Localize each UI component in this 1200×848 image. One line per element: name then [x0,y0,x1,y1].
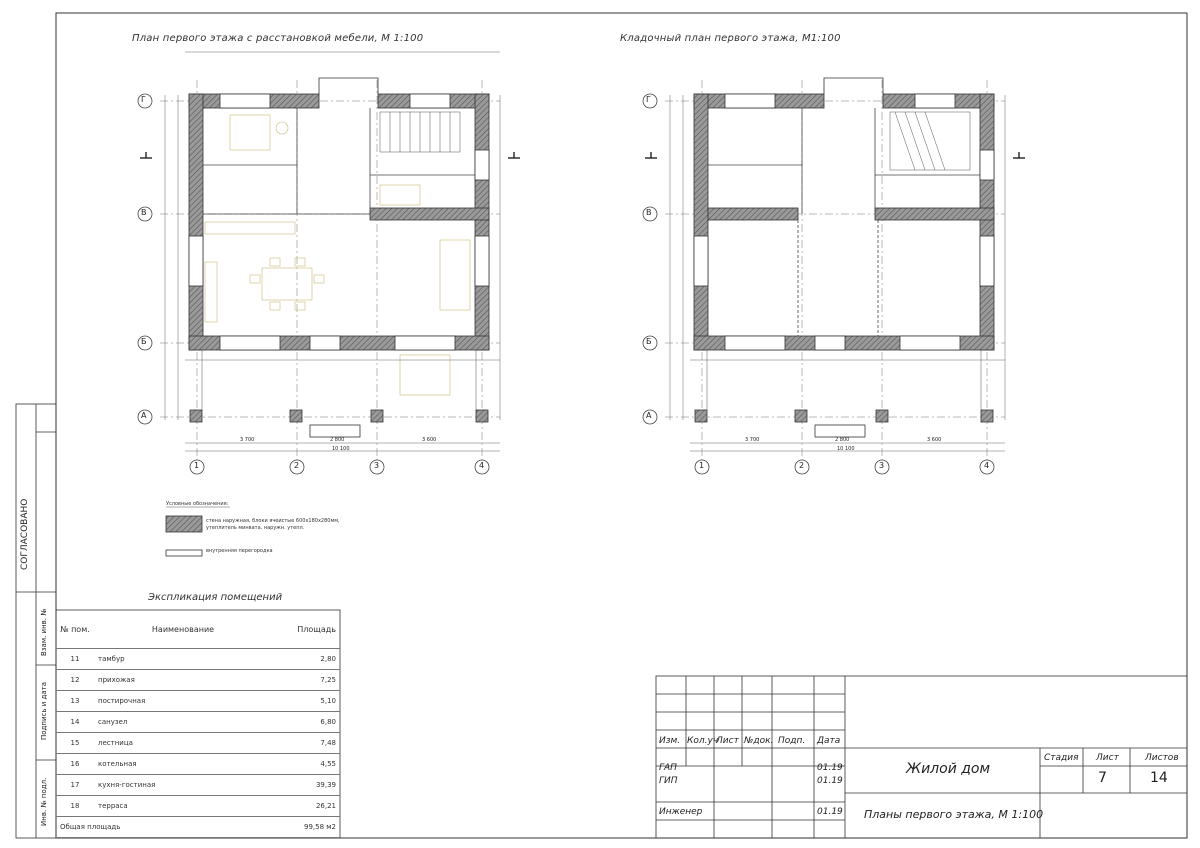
side-soglasovano: СОГЛАСОВАНО [20,498,30,570]
room-area: 6,80 [272,712,340,733]
left-floor-plan [140,52,520,460]
total-value: 99,58 м2 [272,817,340,838]
tb-sheets-label: Листов [1145,753,1179,763]
table-row [56,733,340,754]
tb-col-kolch: Кол.уч [687,736,719,746]
tb-date: 01.19 [817,763,843,773]
dim-label: 3 700 [745,437,760,443]
legend-wall-text: стена наружная, блоки ячеистые 600х180х280мм, утеплитель минвата, наружн. утепл. [206,518,340,531]
right-floor-plan [645,78,1025,460]
project-name: Жилой дом [906,761,991,777]
tb-col-data: Дата [817,736,841,746]
right-plan-title: Кладочный план первого этажа, М1:100 [620,33,841,44]
axis-row-label: Б [646,337,652,346]
table-row [56,754,340,775]
axis-row-label: А [141,411,147,420]
room-area: 4,55 [272,754,340,775]
axis-col-label: 1 [194,461,200,470]
tb-sheet-value: 7 [1098,770,1107,786]
room-num: 12 [56,670,94,691]
table-row [56,670,340,691]
room-name: постирочная [94,691,272,712]
tb-role-gip: ГИП [659,776,678,786]
room-name: лестница [94,733,272,754]
axis-col-label: 1 [699,461,705,470]
room-area: 5,10 [272,691,340,712]
header-area: Площадь [272,610,340,649]
left-plan-title: План первого этажа с расстановкой мебели, М 1:100 [132,33,424,44]
side-inv: Инв. № подл. [40,777,48,826]
room-num: 16 [56,754,94,775]
axis-col-label: 2 [799,461,805,470]
room-area: 7,25 [272,670,340,691]
tb-col-ndok: №док. [744,736,774,746]
tb-col-podp: Подп. [778,736,806,746]
room-num: 11 [56,649,94,670]
tb-date: 01.19 [817,776,843,786]
tb-date: 01.19 [817,807,843,817]
axis-row-label: А [646,411,652,420]
legend-title: Условные обозначения: [166,501,229,507]
table-row [56,712,340,733]
tb-role-gap: ГАП [659,763,677,773]
header-name: Наименование [94,610,272,649]
legend-partition-swatch [166,550,202,556]
axis-col-label: 3 [879,461,885,470]
side-vzam: Взам. инв. № [40,608,48,656]
room-area: 26,21 [272,796,340,817]
axis-row-label: Г [646,95,651,104]
explication-title: Экспликация помещений [148,592,283,603]
room-num: 13 [56,691,94,712]
room-name: санузел [94,712,272,733]
explication-header-row [56,610,340,649]
dim-label: 3 600 [927,437,942,443]
axis-col-label: 4 [479,461,485,470]
room-num: 17 [56,775,94,796]
tb-stage-label: Стадия [1044,753,1079,763]
dim-label: 2 800 [835,437,850,443]
room-num: 15 [56,733,94,754]
legend-partition-text: внутренняя перегородка [206,548,273,554]
dim-label: 3 700 [240,437,255,443]
room-name: прихожая [94,670,272,691]
dim-total: 10 100 [332,446,350,452]
side-podpis: Подпись и дата [40,682,48,740]
room-name: терраса [94,796,272,817]
dim-label: 2 800 [330,437,345,443]
room-num: 14 [56,712,94,733]
tb-role-engineer: Инженер [659,807,703,817]
axis-row-label: В [646,208,652,217]
sheet-title: Планы первого этажа, М 1:100 [864,808,1044,821]
axis-col-label: 3 [374,461,380,470]
tb-col-list: Лист [716,736,739,746]
dim-total: 10 100 [837,446,855,452]
axis-row-label: Г [141,95,146,104]
tb-col-izm: Изм. [659,736,681,746]
dim-label: 3 600 [422,437,437,443]
room-name: кухня-гостиная [94,775,272,796]
total-row [56,817,340,838]
legend-wall-swatch [166,516,202,532]
table-row [56,649,340,670]
room-area: 7,48 [272,733,340,754]
explication-table [56,610,340,838]
tb-sheets-value: 14 [1150,770,1168,786]
axis-col-label: 4 [984,461,990,470]
room-area: 39,39 [272,775,340,796]
table-row [56,796,340,817]
axis-row-label: Б [141,337,147,346]
total-label: Общая площадь [56,817,272,838]
axis-col-label: 2 [294,461,300,470]
room-area: 2,80 [272,649,340,670]
header-num: № пом. [56,610,94,649]
room-num: 18 [56,796,94,817]
table-row [56,775,340,796]
table-row [56,691,340,712]
room-name: котельная [94,754,272,775]
axis-row-label: В [141,208,147,217]
tb-sheet-label: Лист [1096,753,1119,763]
room-name: тамбур [94,649,272,670]
